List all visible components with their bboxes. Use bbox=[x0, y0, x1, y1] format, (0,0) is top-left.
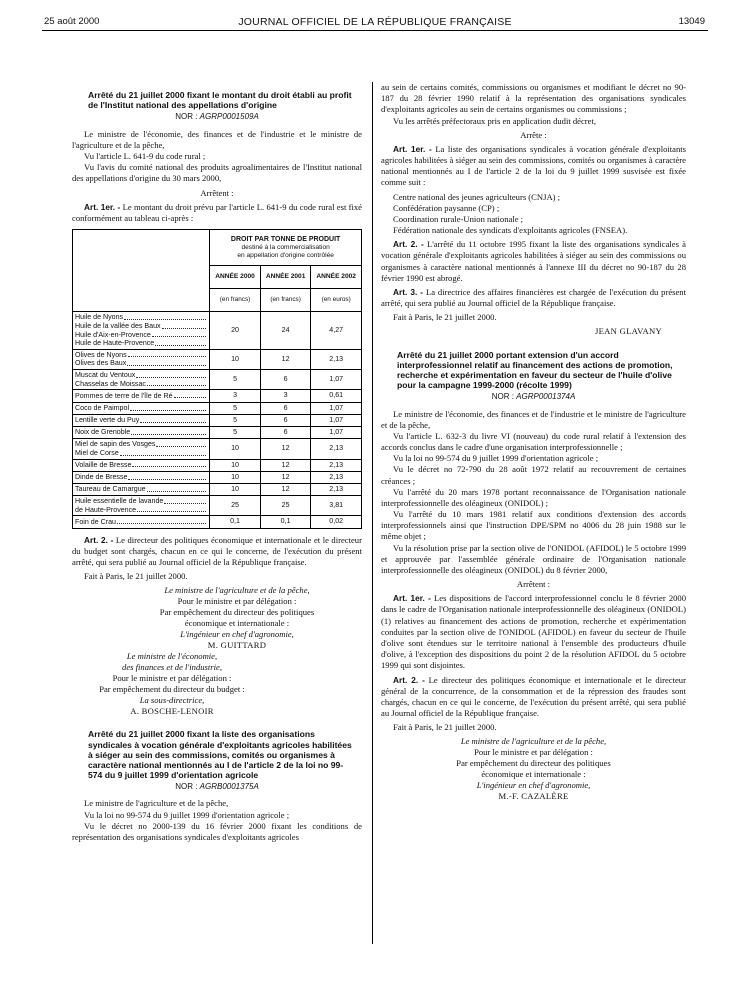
decree1-para: Le ministre de l'économie, des finances et de l'industrie et le ministre de l'agriculture et de la pêche, bbox=[72, 128, 362, 150]
fee-value: 3 bbox=[260, 390, 311, 402]
product-name: Huile d'Aix-en-Provence bbox=[75, 330, 151, 339]
decree3-article1: Art. 1er. - Les dispositions de l'accord interprofessionnel conclu le 8 février 2000 dans le cadre de l'Organisation nationale interprofessionnelle des oléagineux (ONIDOL) (1) relatives au financement des actions de promotion, recherche et expérimentation conduites par la section olive de l'ONIDOL (AFIDOL) en faveur du secteur de l'huile d'olive sont étendues sur le territoire national à l'ensemble des producteurs d'huile d'olive, à l'exception des dispositions du point 2 de la résolution AFIDOL du 5 octobre 1999 qui sont disjointes. bbox=[381, 593, 687, 671]
header-date: 25 août 2000 bbox=[44, 16, 100, 27]
fee-value: 24 bbox=[260, 312, 311, 350]
product-name: Huile essentielle de lavande bbox=[75, 497, 164, 506]
org-list-item: Coordination rurale-Union nationale ; bbox=[393, 213, 524, 224]
decree3-title: Arrêté du 21 juillet 2000 portant extension d'un accord interprofessionnel relatif au financement des actions de promotion, recherche et expérimentation en faveur du secteur de l'huile d'olive pour la campagne 1999-2000 (récolte 1999) bbox=[397, 349, 673, 391]
product-name: Olives des Baux bbox=[75, 359, 127, 368]
product-name: Lentille verte du Puy bbox=[75, 416, 140, 425]
table-row bbox=[73, 390, 362, 402]
decree2-signature: JEAN GLAVANY bbox=[594, 326, 662, 337]
table-row bbox=[73, 459, 362, 471]
product-name-cell bbox=[73, 427, 210, 439]
product-name: de Haute-Provence bbox=[75, 505, 137, 514]
decree3-signature: Le ministre de l'agriculture et de la pêche, Pour le ministre et par délégation : Par empêchement du directeur des politiques économique et internationale : L'ingénieur en chef d'agronomie, M.-F. CAZALÈRE bbox=[456, 736, 611, 802]
fee-value: 6 bbox=[260, 414, 311, 426]
fee-value: 6 bbox=[260, 402, 311, 414]
decree3-para: Vu la résolution prise par la section olive de l'ONIDOL (AFIDOL) le 5 octobre 1999 et approuvée par l'assemblée générale ordinaire de l'Organisation nationale interprofessionnelle des oléagineux (ONIDOL) du 8 février 2000, bbox=[381, 542, 686, 575]
decree3-article2: Art. 2. - Le directeur des politiques économique et internationale et le directeur général de la concurrence, de la consommation et de la répression des fraudes sont chargés, chacun en ce qui le concerne, de l'exécution du présent arrêté, qui sera publié au Journal officiel de la République française. bbox=[381, 674, 686, 719]
decree3-para: Vu la loi no 99-574 du 9 juillet 1999 d'orientation agricole ; bbox=[393, 453, 599, 464]
table-row bbox=[73, 349, 362, 369]
header-journal-title: JOURNAL OFFICIEL DE LA RÉPUBLIQUE FRANÇAISE bbox=[238, 16, 512, 28]
decree1-nor: NOR : AGRP0001509A bbox=[175, 112, 259, 122]
fee-value: 1,07 bbox=[311, 414, 362, 426]
table-year-header: ANNÉE 2002 bbox=[311, 266, 362, 289]
product-name: Foin de Crau bbox=[75, 517, 117, 526]
table-row bbox=[73, 439, 362, 459]
table-row bbox=[73, 471, 362, 483]
product-name-cell bbox=[73, 439, 210, 459]
decree1-fait: Fait à Paris, le 21 juillet 2000. bbox=[84, 571, 188, 582]
decree1-arretent: Arrêtent : bbox=[200, 187, 234, 198]
decree2-para: Vu les arrêtés préfectoraux pris en application dudit décret, bbox=[393, 115, 597, 126]
fee-value: 0,02 bbox=[311, 516, 362, 528]
product-name: Miel de Corse bbox=[75, 448, 119, 457]
fee-value: 0,1 bbox=[210, 516, 261, 528]
product-name: Taureau de Camargue bbox=[75, 485, 146, 494]
org-list-item: Fédération nationale des syndicats d'exploitants agricoles (FNSEA). bbox=[393, 225, 628, 236]
fee-value: 2,13 bbox=[311, 459, 362, 471]
decree2-para: au sein de certains comités, commissions ou organismes et modifiant le décret no 90-187 du 28 février 1990 relatif à la représentation des organisations syndicales d'exploitants agricoles au sein de certains organismes ou commissions ; bbox=[381, 82, 686, 115]
header-rule bbox=[42, 30, 708, 31]
product-name: Huile de Nyons bbox=[75, 313, 124, 322]
org-list-item: Confédération paysanne (CP) ; bbox=[393, 202, 500, 213]
fee-table bbox=[72, 229, 362, 529]
product-name: Huile de Haute-Provence bbox=[75, 339, 155, 348]
decree1-article2: Art. 2. - Le directeur des politiques économique et internationale et le directeur du budget sont chargés, chacun en ce qui le concerne, de l'exécution du présent arrêté, qui sera publié au Journal officiel de la République française. bbox=[72, 534, 362, 568]
decree1-title: Arrêté du 21 juillet 2000 fixant le montant du droit établi au profit de l'Institut national des appellations d'origine bbox=[88, 90, 352, 111]
decree2-nor: NOR : AGRB0001375A bbox=[175, 782, 259, 792]
table-corner bbox=[73, 230, 210, 312]
table-row bbox=[73, 483, 362, 495]
fee-value: 5 bbox=[210, 370, 261, 390]
product-name-cell bbox=[73, 459, 210, 471]
product-name-cell bbox=[73, 516, 210, 528]
header-page-number: 13049 bbox=[678, 16, 705, 27]
fee-value: 5 bbox=[210, 427, 261, 439]
decree3-para: Le ministre de l'économie, des finances et de l'industrie et le ministre de l'agriculture et de la pêche, bbox=[381, 408, 686, 430]
decree1-para: Vu l'avis du comité national des produits agroalimentaires de l'Institut national des appellations d'origine du 30 mars 2000, bbox=[72, 162, 362, 184]
decree2-arrete: Arrête : bbox=[520, 129, 547, 140]
product-name: Coco de Paimpol bbox=[75, 403, 130, 412]
fee-value: 5 bbox=[210, 414, 261, 426]
product-name-cell bbox=[73, 402, 210, 414]
fee-value: 2,13 bbox=[311, 439, 362, 459]
decree2-para: Vu le décret no 2000-139 du 16 février 2000 fixant les conditions de représentation des organisations syndicales d'exploitants agricoles bbox=[72, 820, 362, 842]
fee-value: 3 bbox=[210, 390, 261, 402]
decree3-para: Vu l'arrêté du 20 mars 1978 portant reconnaissance de l'Organisation nationale interprofessionnelle des oléagineux (ONIDOL) ; bbox=[381, 486, 686, 508]
decree3-nor: NOR : AGRP0001374A bbox=[491, 392, 576, 402]
product-name-cell bbox=[73, 349, 210, 369]
decree1-signature: Le ministre de l'agriculture et de la pêche, Pour le ministre et par délégation : Par empêchement du directeur des politiques économique et internationale : L'ingénieur en chef d'agronomie, M. GUITTARD Le ministre de l'économie, des finances et de l'industrie, Pour le ministre et par délégation : Par empêchement du directeur du budget : La sous-directrice, A. BOSCHE-LENOIR bbox=[99, 585, 315, 717]
fee-value: 5 bbox=[210, 402, 261, 414]
table-row bbox=[73, 402, 362, 414]
table-row bbox=[73, 414, 362, 426]
fee-value: 3,81 bbox=[311, 496, 362, 516]
table-row bbox=[73, 370, 362, 390]
decree2-article2: Art. 2. - L'arrêté du 11 octobre 1995 fixant la liste des organisations syndicales à vocation générale d'exploitants agricoles habilitées à siéger au sein des commissions ou organismes à caractère national mentionnés à l'annexe III du décret no 90-187 du 28 février 1990 est abrogé. bbox=[381, 239, 686, 283]
product-name-cell bbox=[73, 370, 210, 390]
table-unit-header: (en francs) bbox=[260, 289, 311, 312]
fee-value: 12 bbox=[260, 471, 311, 483]
fee-value: 6 bbox=[260, 427, 311, 439]
decree2-para: Le ministre de l'agriculture et de la pêche, bbox=[84, 798, 229, 809]
fee-value: 0,61 bbox=[311, 390, 362, 402]
fee-value: 1,07 bbox=[311, 370, 362, 390]
fee-value: 2,13 bbox=[311, 483, 362, 495]
decree3-arretent: Arrêtent : bbox=[516, 579, 551, 590]
decree3-para: Vu l'arrêté du 10 mars 1981 relatif aux conditions d'extension des accords interprofessionnels ainsi que l'instruction DPE/SPM no 4006 du 28 juin 1988 sur le même objet ; bbox=[381, 509, 686, 542]
decree2-article3: Art. 3. - La directrice des affaires financières est chargée de l'exécution du présent arrêté, qui sera publié au Journal officiel de la République française. bbox=[381, 286, 686, 309]
decree1-article1: Art. 1er. - Le montant du droit prévu par l'article L. 641-9 du code rural est fixé conformément au tableau ci-après : bbox=[72, 201, 362, 223]
product-name-cell bbox=[73, 483, 210, 495]
product-name-cell bbox=[73, 312, 210, 350]
decree2-fait: Fait à Paris, le 21 juillet 2000. bbox=[393, 312, 497, 323]
decree3-fait: Fait à Paris, le 21 juillet 2000. bbox=[393, 722, 497, 733]
product-name: Noix de Grenoble bbox=[75, 428, 131, 437]
org-list-item: Centre national des jeunes agriculteurs (CNJA) ; bbox=[393, 191, 561, 202]
fee-value: 1,07 bbox=[311, 402, 362, 414]
table-year-header: ANNÉE 2001 bbox=[260, 266, 311, 289]
fee-value: 1,07 bbox=[311, 427, 362, 439]
fee-value: 6 bbox=[260, 370, 311, 390]
product-name: Miel de sapin des Vosges bbox=[75, 440, 156, 449]
product-name: Huile de la vallée des Baux bbox=[75, 321, 161, 330]
table-year-header: ANNÉE 2000 bbox=[210, 266, 261, 289]
product-name-cell bbox=[73, 390, 210, 402]
decree2-article1: Art. 1er. - La liste des organisations syndicales à vocation générale d'exploitants agricoles habilitées à siéger au sein des commissions, comités ou organismes à caractère national mentionnés au I de l'article 2 de la loi du 9 juillet 1999 susvisée est fixée comme suit : bbox=[381, 143, 687, 188]
product-name-cell bbox=[73, 471, 210, 483]
product-name: Pommes de terre de l'île de Ré bbox=[75, 391, 173, 400]
table-row bbox=[73, 427, 362, 439]
table-row bbox=[73, 516, 362, 528]
fee-value: 25 bbox=[210, 496, 261, 516]
fee-value: 10 bbox=[210, 439, 261, 459]
fee-value: 12 bbox=[260, 459, 311, 471]
fee-value: 10 bbox=[210, 483, 261, 495]
product-name: Dinde de Bresse bbox=[75, 473, 128, 482]
table-unit-header: (en francs) bbox=[210, 289, 261, 312]
fee-value: 25 bbox=[260, 496, 311, 516]
right-column bbox=[381, 82, 686, 802]
decree3-para: Vu le décret no 72-790 du 28 août 1972 relatif au recouvrement de certaines créances ; bbox=[381, 464, 686, 486]
table-row bbox=[73, 496, 362, 516]
product-name: Olives de Nyons bbox=[75, 350, 127, 359]
table-header: DROIT PAR TONNE DE PRODUIT destiné à la commercialisation en appellation d'origine contrôlée bbox=[210, 230, 362, 266]
fee-value: 2,13 bbox=[311, 471, 362, 483]
product-name-cell bbox=[73, 496, 210, 516]
decree1-para: Vu l'article L. 641-9 du code rural ; bbox=[84, 151, 206, 162]
fee-value: 2,13 bbox=[311, 349, 362, 369]
fee-value: 10 bbox=[210, 349, 261, 369]
left-column bbox=[72, 90, 362, 843]
decree3-para: Vu l'article L. 632-3 du livre VI (nouveau) du code rural relatif à l'extension des accords conclus dans le cadre d'une organisation interprofessionnelle ; bbox=[381, 430, 686, 453]
fee-value: 4,27 bbox=[311, 312, 362, 350]
column-divider bbox=[372, 82, 373, 944]
fee-value: 0,1 bbox=[260, 516, 311, 528]
table-unit-header: (en euros) bbox=[311, 289, 362, 312]
fee-value: 20 bbox=[210, 312, 261, 350]
decree2-title: Arrêté du 21 juillet 2000 fixant la liste des organisations syndicales à vocation générale d'exploitants agricoles habilitées à siéger au sein des commissions, comités ou organismes à caractère national mentionnés au I de l'article 2 de la loi no 99-574 du 9 juillet 1999 d'orientation agricole bbox=[88, 729, 352, 780]
fee-value: 12 bbox=[260, 483, 311, 495]
product-name: Muscat du Ventoux bbox=[75, 371, 136, 380]
decree2-para: Vu la loi no 99-574 du 9 juillet 1999 d'orientation agricole ; bbox=[84, 809, 290, 820]
product-name: Chasselas de Moissac bbox=[75, 379, 146, 388]
fee-value: 12 bbox=[260, 349, 311, 369]
fee-value: 10 bbox=[210, 459, 261, 471]
product-name-cell bbox=[73, 414, 210, 426]
product-name: Volaille de Bresse bbox=[75, 460, 132, 469]
fee-value: 12 bbox=[260, 439, 311, 459]
fee-value: 10 bbox=[210, 471, 261, 483]
table-row bbox=[73, 312, 362, 350]
